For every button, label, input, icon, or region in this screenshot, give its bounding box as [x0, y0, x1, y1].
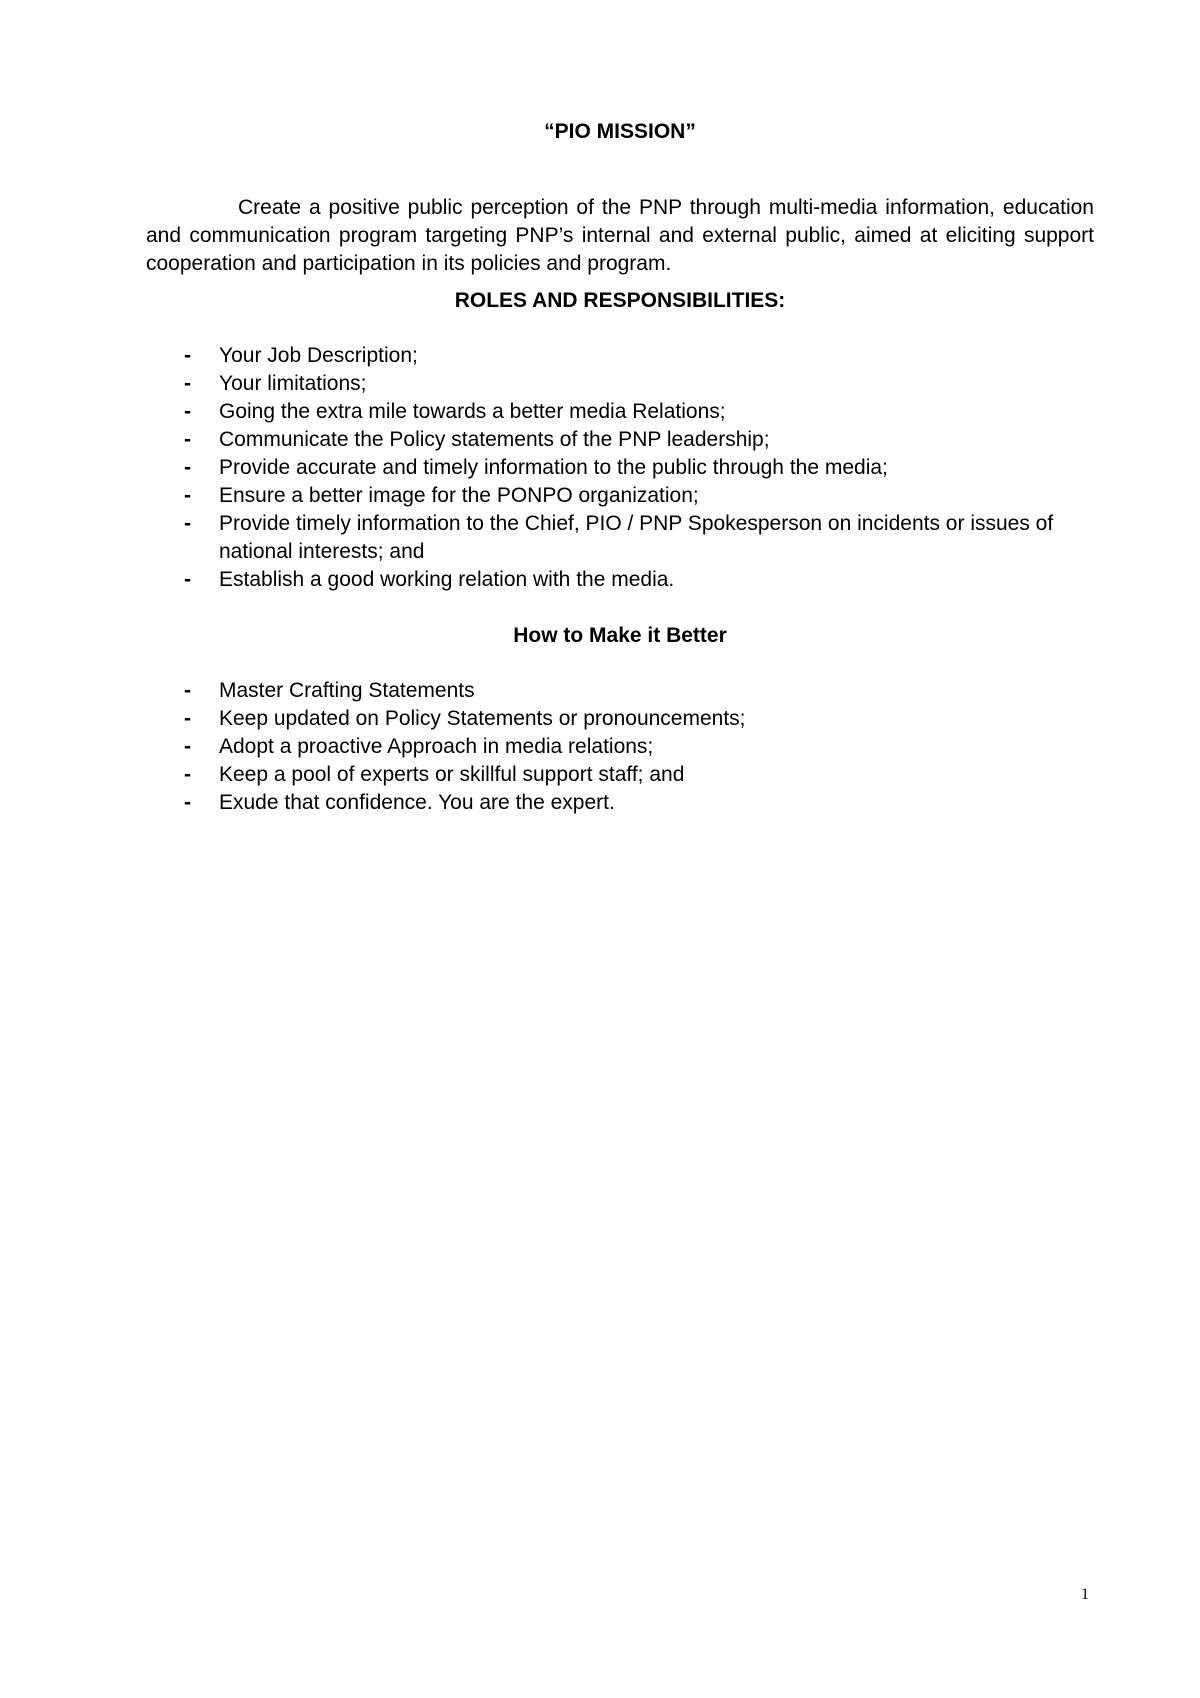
bullet-dash: -	[184, 428, 191, 451]
list-item-text: Adopt a proactive Approach in media relations;	[219, 735, 654, 758]
roles-heading: ROLES AND RESPONSIBILITIES:	[454, 289, 786, 312]
better-heading: How to Make it Better	[513, 624, 727, 647]
bullet-dash: -	[184, 400, 191, 423]
page-number: 1	[1081, 1586, 1089, 1603]
bullet-dash: -	[184, 679, 191, 702]
bullet-dash: -	[184, 456, 191, 479]
bullet-dash: -	[184, 791, 191, 814]
list-item	[184, 705, 1094, 733]
list-item	[184, 566, 1094, 594]
list-item	[184, 454, 1094, 482]
list-item	[184, 482, 1094, 510]
list-item	[184, 789, 1094, 817]
bullet-dash: -	[184, 344, 191, 367]
list-item-text: Establish a good working relation with the media.	[219, 568, 675, 591]
list-item	[184, 426, 1094, 454]
mission-paragraph: Create a positive public perception of the PNP through multi-media information, education and communication program targeting PNP’s internal and external public, aimed at eliciting support cooperation and participation in its policies and program.	[146, 196, 1094, 275]
list-item-text: Provide timely information to the Chief, PIO / PNP Spokesperson on incidents or issues of national interests; and	[219, 512, 1054, 563]
list-item-text: Keep updated on Policy Statements or pronouncements;	[219, 707, 746, 730]
bullet-dash: -	[184, 707, 191, 730]
bullet-dash: -	[184, 763, 191, 786]
list-item-text: Exude that confidence. You are the expert.	[219, 791, 615, 814]
list-item-text: Provide accurate and timely information to the public through the media;	[219, 456, 888, 479]
list-item-text: Communicate the Policy statements of the PNP leadership;	[219, 428, 770, 451]
list-item	[184, 398, 1094, 426]
list-item	[184, 733, 1094, 761]
better-list	[184, 677, 1094, 817]
list-item-text: Ensure a better image for the PONPO organization;	[219, 484, 699, 507]
list-item-text: Keep a pool of experts or skillful support staff; and	[219, 763, 685, 786]
list-item-text: Your Job Description;	[219, 344, 418, 367]
list-item	[184, 370, 1094, 398]
list-item-text: Master Crafting Statements	[219, 679, 475, 702]
bullet-dash: -	[184, 735, 191, 758]
list-item	[184, 761, 1094, 789]
bullet-dash: -	[184, 512, 191, 535]
list-item-text: Your limitations;	[219, 372, 367, 395]
document-title: “PIO MISSION”	[544, 120, 696, 143]
bullet-dash: -	[184, 484, 191, 507]
roles-list	[184, 342, 1094, 594]
bullet-dash: -	[184, 568, 191, 591]
list-item	[184, 677, 1094, 705]
list-item	[184, 510, 1094, 566]
list-item-text: Going the extra mile towards a better media Relations;	[219, 400, 726, 423]
list-item	[184, 342, 1094, 370]
bullet-dash: -	[184, 372, 191, 395]
